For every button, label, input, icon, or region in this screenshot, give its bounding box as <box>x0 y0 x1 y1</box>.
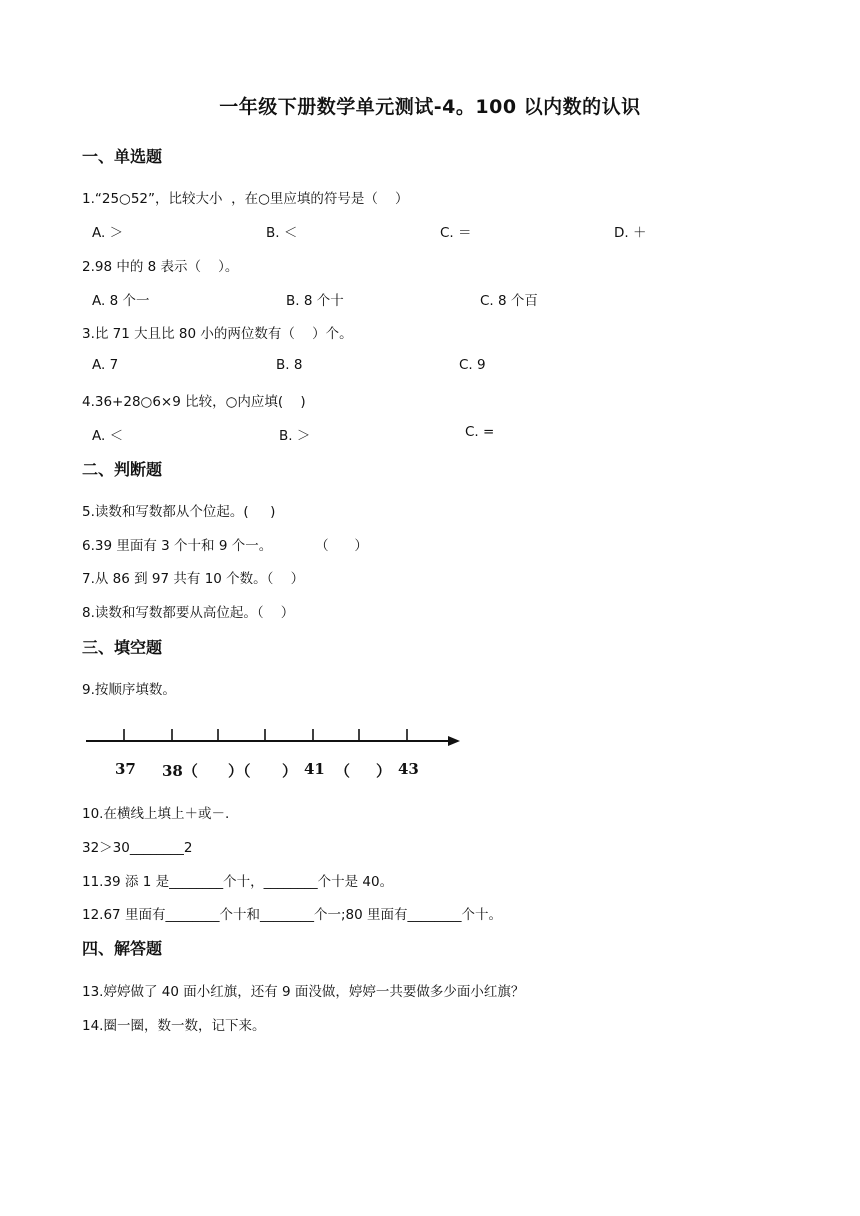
number-line-label: 37 <box>115 760 136 778</box>
q1-option-d: D. ＋ <box>614 225 647 241</box>
q4-option-b: B. ＞ <box>279 428 311 444</box>
q2-option-b: B. 8 个十 <box>286 293 344 309</box>
number-line-label: ） <box>282 762 298 780</box>
section-heading-fill-blank: 三、填空题 <box>82 638 163 657</box>
question-14: 14.圈一圈，数一数，记下来。 <box>82 1018 266 1034</box>
number-line-label: 43 <box>398 760 419 778</box>
q2-option-a: A. 8 个一 <box>92 293 150 309</box>
arrow-head-icon <box>448 736 460 746</box>
q1-option-a: A. ＞ <box>92 225 124 241</box>
question-10-expression: 32＞30________2 <box>82 840 193 856</box>
question-11: 11.39 添 1 是________个十，________个十是 40。 <box>82 874 394 890</box>
question-9: 9.按顺序填数。 <box>82 682 176 698</box>
q3-option-a: A. 7 <box>92 357 119 373</box>
q1-option-c: C. ＝ <box>440 225 472 241</box>
question-1: 1.“25○52”，比较大小 ，在○里应填的符号是（ ） <box>82 191 409 207</box>
q1-option-b: B. ＜ <box>266 225 298 241</box>
section-heading-word-problems: 四、解答题 <box>82 939 163 958</box>
section-heading-single-choice: 一、单选题 <box>82 147 163 166</box>
question-2: 2.98 中的 8 表示（ ）。 <box>82 259 239 275</box>
section-heading-true-false: 二、判断题 <box>82 460 163 479</box>
q4-option-c: C. = <box>465 424 495 440</box>
question-3: 3.比 71 大且比 80 小的两位数有（ ）个。 <box>82 326 353 342</box>
question-10: 10.在横线上填上＋或－. <box>82 806 230 822</box>
question-4: 4.36+28○6×9 比较，○内应填( ) <box>82 394 306 410</box>
question-5: 5.读数和写数都从个位起。( ) <box>82 504 276 520</box>
question-13: 13.婷婷做了 40 面小红旗，还有 9 面没做，婷婷一共要做多少面小红旗？ <box>82 984 525 1000</box>
question-7: 7.从 86 到 97 共有 10 个数。（ ） <box>82 571 305 587</box>
number-line-label: ） <box>376 762 392 780</box>
number-line-label: 38（ <box>162 762 198 780</box>
number-line-label: ）（ <box>228 762 251 780</box>
number-line-label: （ <box>335 762 351 780</box>
number-line-axis <box>82 716 462 756</box>
question-6: 6.39 里面有 3 个十和 9 个一。 （ ） <box>82 538 368 554</box>
question-8: 8.读数和写数都要从高位起。（ ） <box>82 605 295 621</box>
q4-option-a: A. ＜ <box>92 428 124 444</box>
question-12: 12.67 里面有________个十和________个一;80 里面有________个十。 <box>82 907 502 923</box>
number-line-label: 41 <box>304 760 325 778</box>
q3-option-b: B. 8 <box>276 357 303 373</box>
page-title: 一年级下册数学单元测试-4。100 以内数的认识 <box>219 96 641 118</box>
q3-option-c: C. 9 <box>459 357 486 373</box>
number-line-figure <box>82 716 462 784</box>
q2-option-c: C. 8 个百 <box>480 293 538 309</box>
